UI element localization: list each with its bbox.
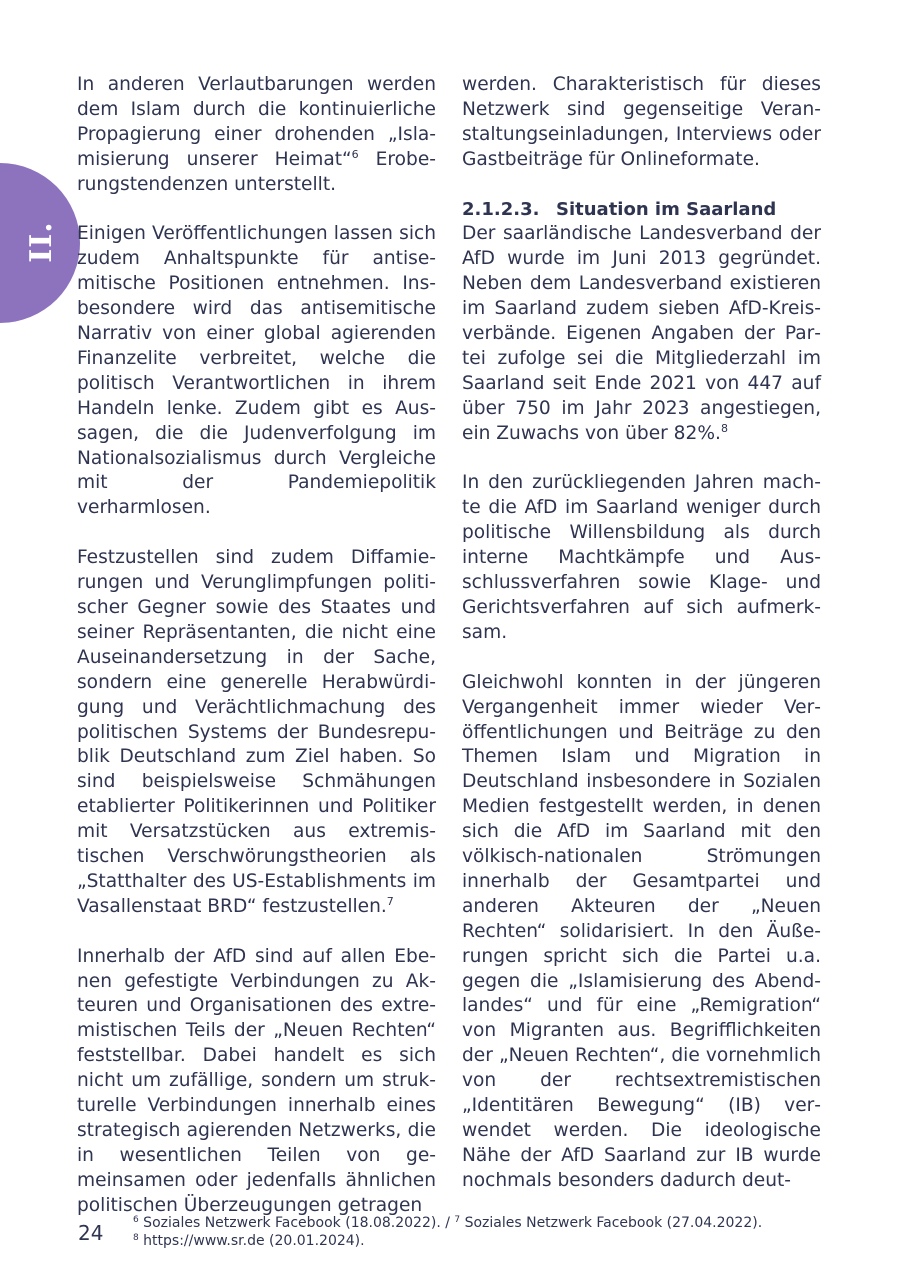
footnote-8-text: https://www.sr.de (20.01.2024). <box>138 1233 365 1249</box>
right-paragraph-4: Gleichwohl konnten in der jüngeren Vergangenheit immer wieder Veröffentlichungen und Beiträge zu den Themen Islam und Migration in Deutschland insbesondere in Sozialen Medien festgestellt werden, in denen sich die AfD im Saarland mit den völkisch-nationalen Strömungen innerhalb der Gesamtpartei und anderen Akteuren der „Neuen Rechten“ solidarisiert. In den Äußerungen spricht sich die Partei u.a. gegen die „Islamisierung des Abendlandes“ und für eine „Remigration“ von Migranten aus. Begrifflichkeiten der „Neuen Rechten“, die vornehmlich von der rechtsextremistischen „Identitären Bewegung“ (IB) verwendet werden. Die ideologische Nähe der AfD Saarland zur IB wurde nochmals besonders dadurch deut- <box>462 671 821 1191</box>
left-paragraph-1-text: In anderen Verlautbarungen werden dem Islam durch die kontinuierliche Propagierung einer drohenden „Islamisierung unserer Heimat“ <box>77 74 436 170</box>
footnote-7-text: Soziales Netzwerk Facebook (27.04.2022). <box>460 1215 763 1231</box>
footnote-ref-7: 7 <box>386 894 394 908</box>
left-paragraph-2: Einigen Veröffentlichungen lassen sich zudem Anhaltspunkte für antisemitische Positionen entnehmen. Insbesondere wird das antisemitische Narrativ von einer global agierenden Finanzelite verbreitet, welche die politisch Verantwortlichen in ihrem Handeln lenke. Zudem gibt es Aussagen, die die Judenverfolgung im Nationalsozialismus durch Vergleiche mit der Pandemiepolitik verharmlosen. <box>77 223 436 519</box>
right-paragraph-2-text: Der saarländische Landesverband der AfD wurde im Juni 2013 gegründet. Neben dem Landesverband existieren im Saarland zudem sieben AfD-Kreisverbände. Eigenen Angaben der Partei zufolge sei die Mitgliederzahl im Saarland seit Ende 2021 von 447 auf über 750 im Jahr 2023 angestiegen, ein Zuwachs von über 82%. <box>462 223 821 444</box>
left-paragraph-3 <box>77 546 436 920</box>
left-paragraph-3-text: Festzustellen sind zudem Diffamierungen und Verunglimpfungen politischer Gegner sowie des Staates und seiner Repräsentanten, die nicht eine Auseinandersetzung in der Sache, sondern eine generelle Herabwürdigung und Verächtlichmachung des politischen Systems der Bundesrepublik Deutschland zum Ziel haben. So sind beispielsweise Schmähungen etablierter Politikerinnen und Politiker mit Versatzstücken aus extremistischen Verschwörungstheorien als „Statthalter des US-Establishments im Vasallenstaat BRD“ festzustellen. <box>77 547 436 917</box>
footnote-line-2 <box>133 1232 762 1250</box>
right-paragraph-2 <box>462 222 821 446</box>
right-paragraph-1: werden. Charakteristisch für dieses Netzwerk sind gegenseitige Veranstaltungseinladungen, Interviews oder Gastbeiträge für Onlineformate. <box>462 74 821 170</box>
right-column <box>462 73 821 1194</box>
footnotes <box>133 1214 762 1250</box>
right-paragraph-3: In den zurückliegenden Jahren machte die AfD im Saarland weniger durch politische Willensbildung als durch interne Machtkämpfe und Ausschlussverfahren sowie Klage- und Gerichtsverfahren auf sich aufmerksam. <box>462 472 821 643</box>
left-paragraph-1 <box>77 73 436 198</box>
section-heading <box>462 198 821 223</box>
footnote-marker-6: 6 <box>133 1215 139 1225</box>
left-column <box>77 73 436 1219</box>
footnote-6-text: Soziales Netzwerk Facebook (18.08.2022). / <box>138 1215 455 1231</box>
footnote-marker-7: 7 <box>454 1215 461 1225</box>
left-paragraph-1-text-cont: Eroberungstendenzen unterstellt. <box>77 148 436 195</box>
footnote-line-1 <box>133 1214 762 1232</box>
section-title: Situation im Saarland <box>556 198 777 220</box>
page-number: 24 <box>78 1221 104 1245</box>
footnote-marker-8: 8 <box>133 1233 139 1243</box>
footnote-ref-8: 8 <box>720 421 728 435</box>
left-paragraph-4: Innerhalb der AfD sind auf allen Ebenen gefestigte Verbindungen zu Akteuren und Organisationen des extremistischen Teils der „Neuen Rechten“ feststellbar. Dabei handelt es sich nicht um zufällige, sondern um strukturelle Verbindungen innerhalb eines strategisch agierenden Netzwerks, die in wesentlichen Teilen von gemeinsamen oder jedenfalls ähnlichen politischen Überzeugungen getragen <box>77 945 436 1216</box>
footnote-ref-6: 6 <box>351 147 359 161</box>
chapter-tab-label: II. <box>24 221 59 263</box>
section-number: 2.1.2.3. <box>462 198 540 220</box>
